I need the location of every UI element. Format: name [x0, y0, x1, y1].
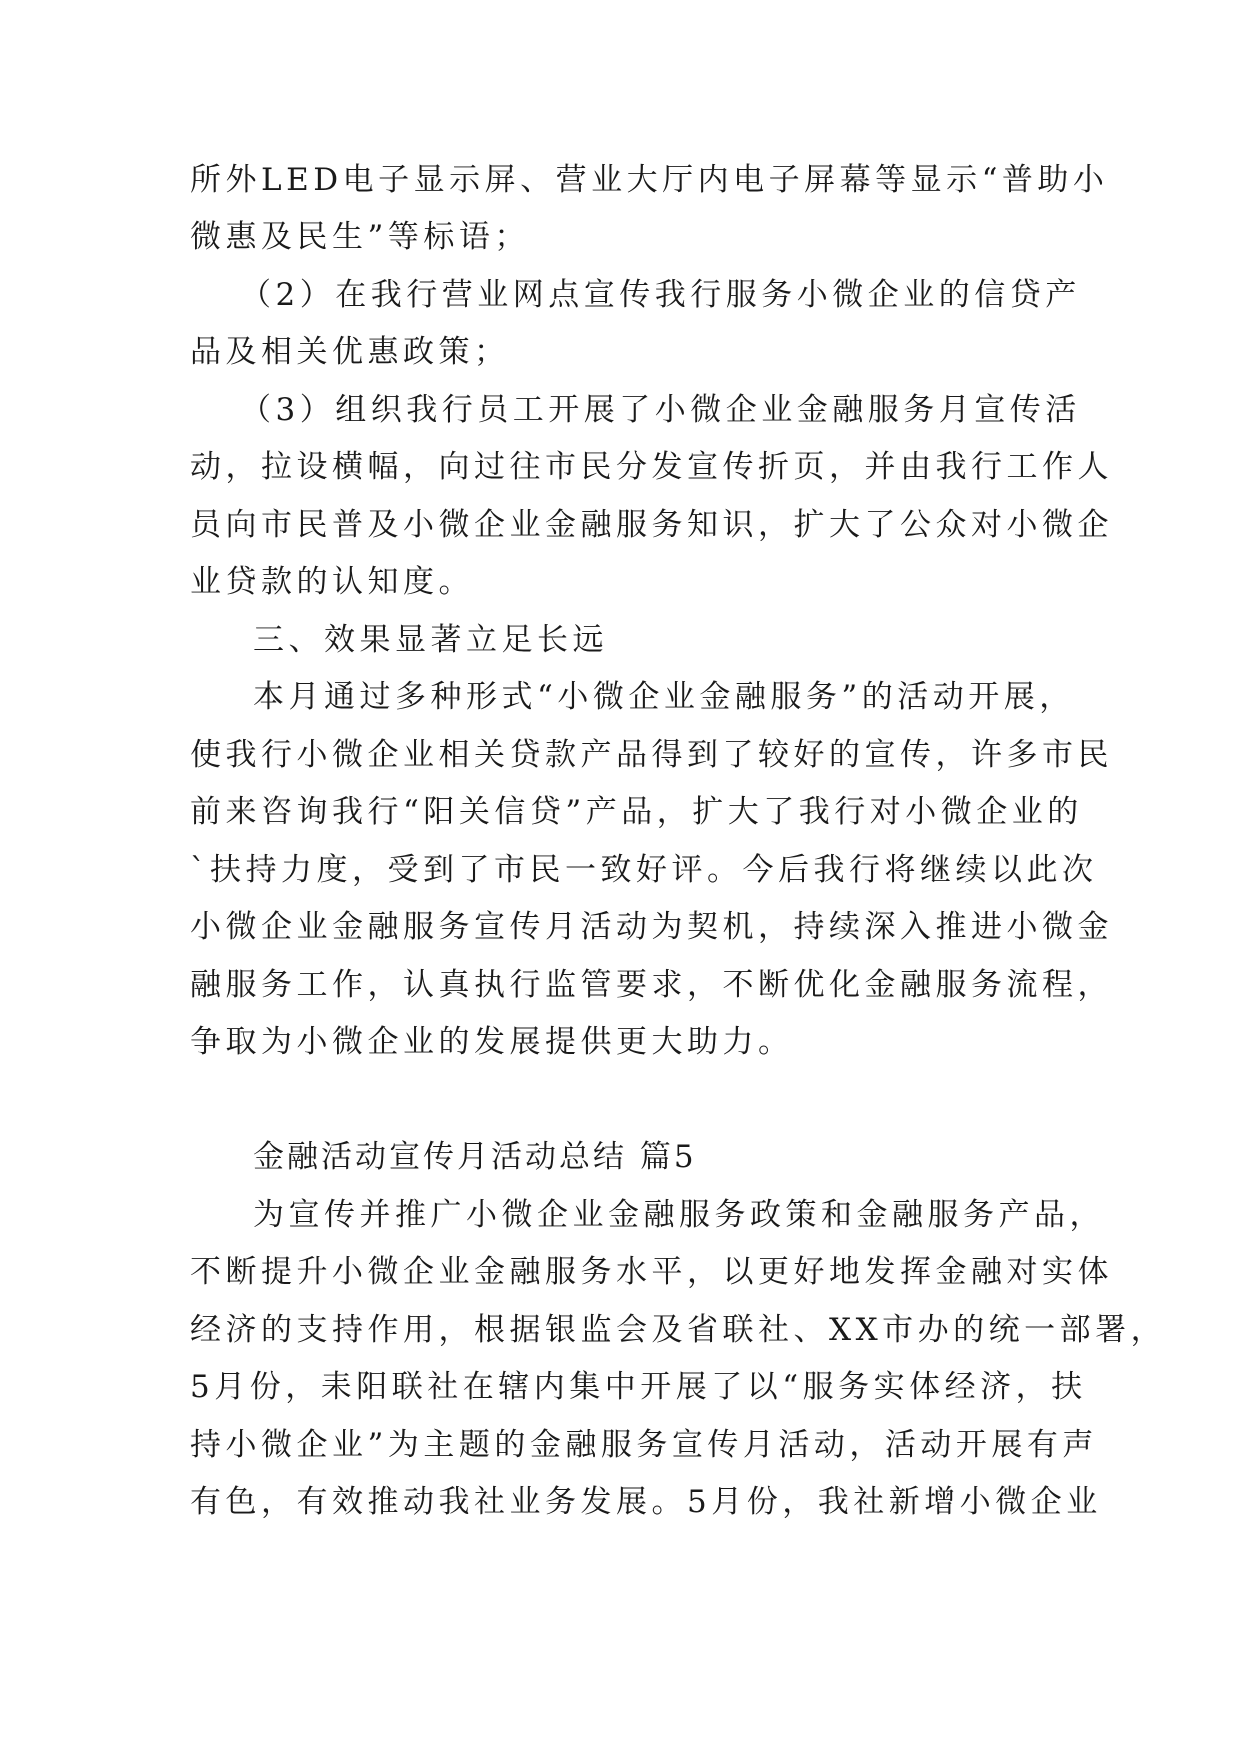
paragraph-line: `扶持力度，受到了市民一致好评。今后我行将继续以此次	[190, 852, 1098, 888]
paragraph-line: 不断提升小微企业金融服务水平，以更好地发挥金融对实体	[190, 1254, 1113, 1290]
paragraph-line: 本月通过多种形式“小微企业金融服务”的活动开展，	[253, 679, 1075, 715]
paragraph-line: 业贷款的认知度。	[190, 564, 474, 600]
section-heading: 三、效果显著立足长远	[253, 622, 608, 658]
paragraph-line: 前来咨询我行“阳关信贷”产品，扩大了我行对小微企业的	[190, 794, 1083, 830]
paragraph-line: 使我行小微企业相关贷款产品得到了较好的宣传，许多市民	[190, 737, 1113, 773]
paragraph-line: 员向市民普及小微企业金融服务知识，扩大了公众对小微企	[190, 507, 1113, 543]
paragraph-line: 5月份，耒阳联社在辖内集中开展了以“服务实体经济，扶	[190, 1369, 1087, 1405]
paragraph-line: （3）组织我行员工开展了小微企业金融服务月宣传活	[240, 392, 1081, 428]
paragraph-line: 有色，有效推动我社业务发展。5月份，我社新增小微企业	[190, 1484, 1102, 1520]
paragraph-line: 动，拉设横幅，向过往市民分发宣传折页，并由我行工作人	[190, 449, 1113, 485]
paragraph-line: 品及相关优惠政策；	[190, 334, 510, 370]
paragraph-line: 小微企业金融服务宣传月活动为契机，持续深入推进小微金	[190, 909, 1113, 945]
paragraph-line: 微惠及民生”等标语；	[190, 219, 530, 255]
paragraph-line: 争取为小微企业的发展提供更大助力。	[190, 1024, 794, 1060]
paragraph-line: 持小微企业”为主题的金融服务宣传月活动，活动开展有声	[190, 1427, 1098, 1463]
paragraph-line: 融服务工作，认真执行监管要求，不断优化金融服务流程，	[190, 967, 1113, 1003]
paragraph-line: 经济的支持作用，根据银监会及省联社、XX市办的统一部署，	[190, 1312, 1167, 1348]
paragraph-line: 为宣传并推广小微企业金融服务政策和金融服务产品，	[253, 1197, 1105, 1233]
article-title: 金融活动宣传月活动总结 篇5	[253, 1139, 697, 1175]
paragraph-line: 所外LED电子显示屏、营业大厅内电子屏幕等显示“普助小	[190, 162, 1109, 198]
paragraph-line: （2）在我行营业网点宣传我行服务小微企业的信贷产	[240, 277, 1081, 313]
